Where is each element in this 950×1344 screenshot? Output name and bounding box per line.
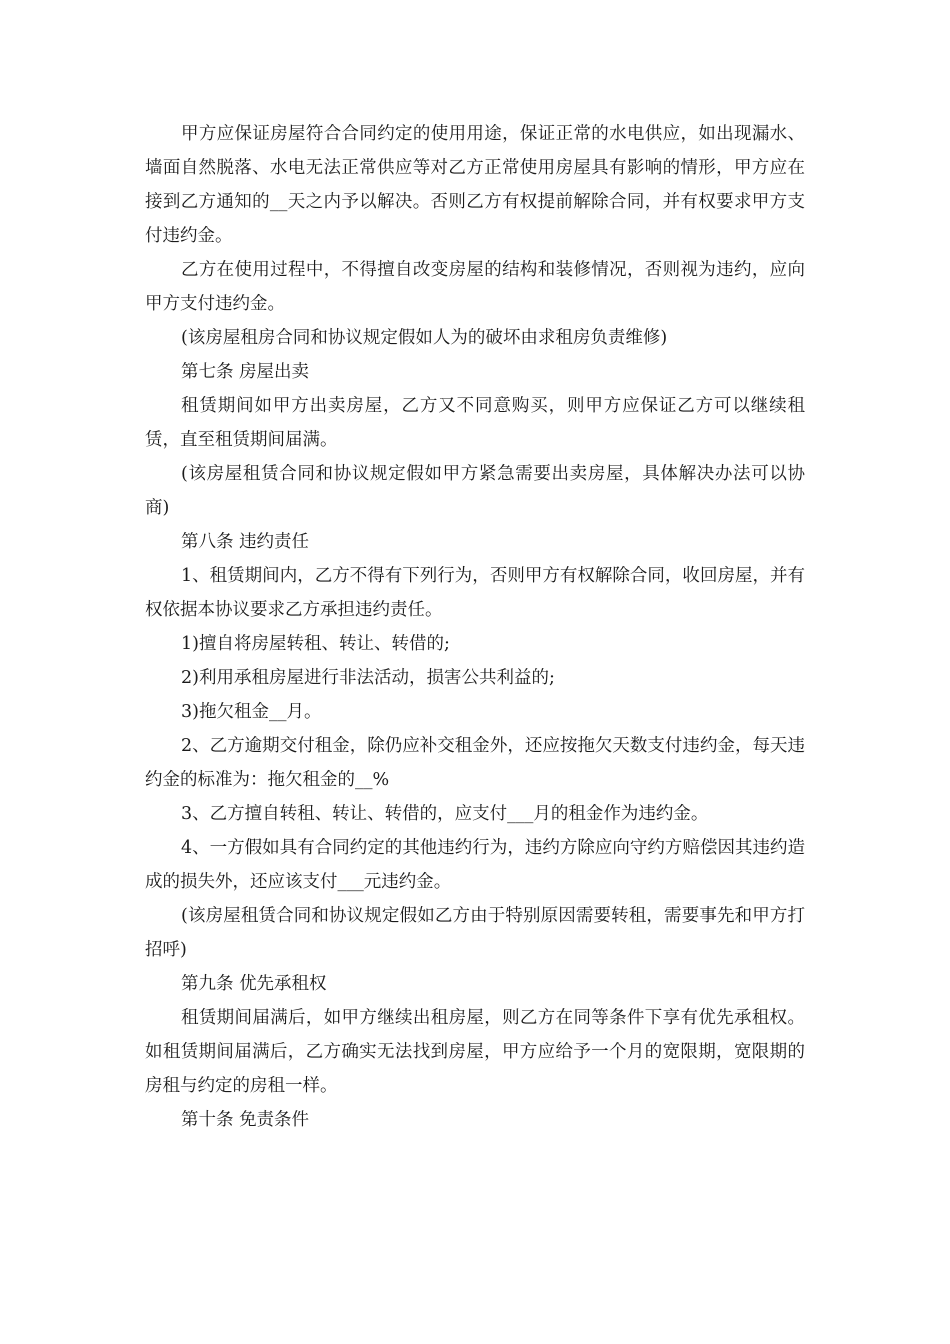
paragraph-note-sale: (该房屋租赁合同和协议规定假如甲方紧急需要出卖房屋，具体解决办法可以协商) [145, 464, 805, 518]
paragraph-breach-1-item-1: 1)擅自将房屋转租、转让、转借的; [181, 634, 450, 654]
paragraph-breach-1-item-3: 3)拖欠租金__月。 [181, 702, 322, 722]
paragraph-breach-3: 3、乙方擅自转租、转让、转借的，应支付___月的租金作为违约金。 [181, 804, 709, 824]
paragraph-breach-1: 1、租赁期间内，乙方不得有下列行为，否则甲方有权解除合同，收回房屋，并有权依据本协议要求乙方承担违约责任。 [145, 566, 805, 620]
document-body [145, 117, 805, 1137]
paragraph-no-alteration: 乙方在使用过程中，不得擅自改变房屋的结构和装修情况，否则视为违约，应向甲方支付违约金。 [145, 260, 805, 314]
paragraph-priority-lease: 租赁期间届满后，如甲方继续出租房屋，则乙方在同等条件下享有优先承租权。如租赁期间届满后，乙方确实无法找到房屋，甲方应给予一个月的宽限期，宽限期的房租与约定的房租一样。 [145, 1008, 805, 1096]
article-7-heading: 第七条 房屋出卖 [181, 362, 310, 382]
article-8-heading: 第八条 违约责任 [181, 532, 310, 552]
paragraph-note-damage: (该房屋租房合同和协议规定假如人为的破坏由求租房负责维修) [181, 328, 668, 348]
article-10-heading: 第十条 免责条件 [181, 1110, 310, 1130]
article-9-heading: 第九条 优先承租权 [181, 974, 327, 994]
paragraph-breach-4: 4、一方假如具有合同约定的其他违约行为，违约方除应向守约方赔偿因其违约造成的损失外，还应该支付___元违约金。 [145, 838, 805, 892]
paragraph-note-sublease: (该房屋租赁合同和协议规定假如乙方由于特别原因需要转租，需要事先和甲方打招呼) [145, 906, 805, 960]
paragraph-breach-2: 2、乙方逾期交付租金，除仍应补交租金外，还应按拖欠天数支付违约金，每天违约金的标准为：拖欠租金的__% [145, 736, 805, 790]
paragraph-repair-obligation: 甲方应保证房屋符合合同约定的使用用途，保证正常的水电供应，如出现漏水、墙面自然脱落、水电无法正常供应等对乙方正常使用房屋具有影响的情形，甲方应在接到乙方通知的__天之内予以解决。否则乙方有权提前解除合同，并有权要求甲方支付违约金。 [145, 124, 805, 246]
paragraph-sale-continue-lease: 租赁期间如甲方出卖房屋，乙方又不同意购买，则甲方应保证乙方可以继续租赁，直至租赁期间届满。 [145, 396, 805, 450]
paragraph-breach-1-item-2: 2)利用承租房屋进行非法活动，损害公共利益的; [181, 668, 555, 688]
